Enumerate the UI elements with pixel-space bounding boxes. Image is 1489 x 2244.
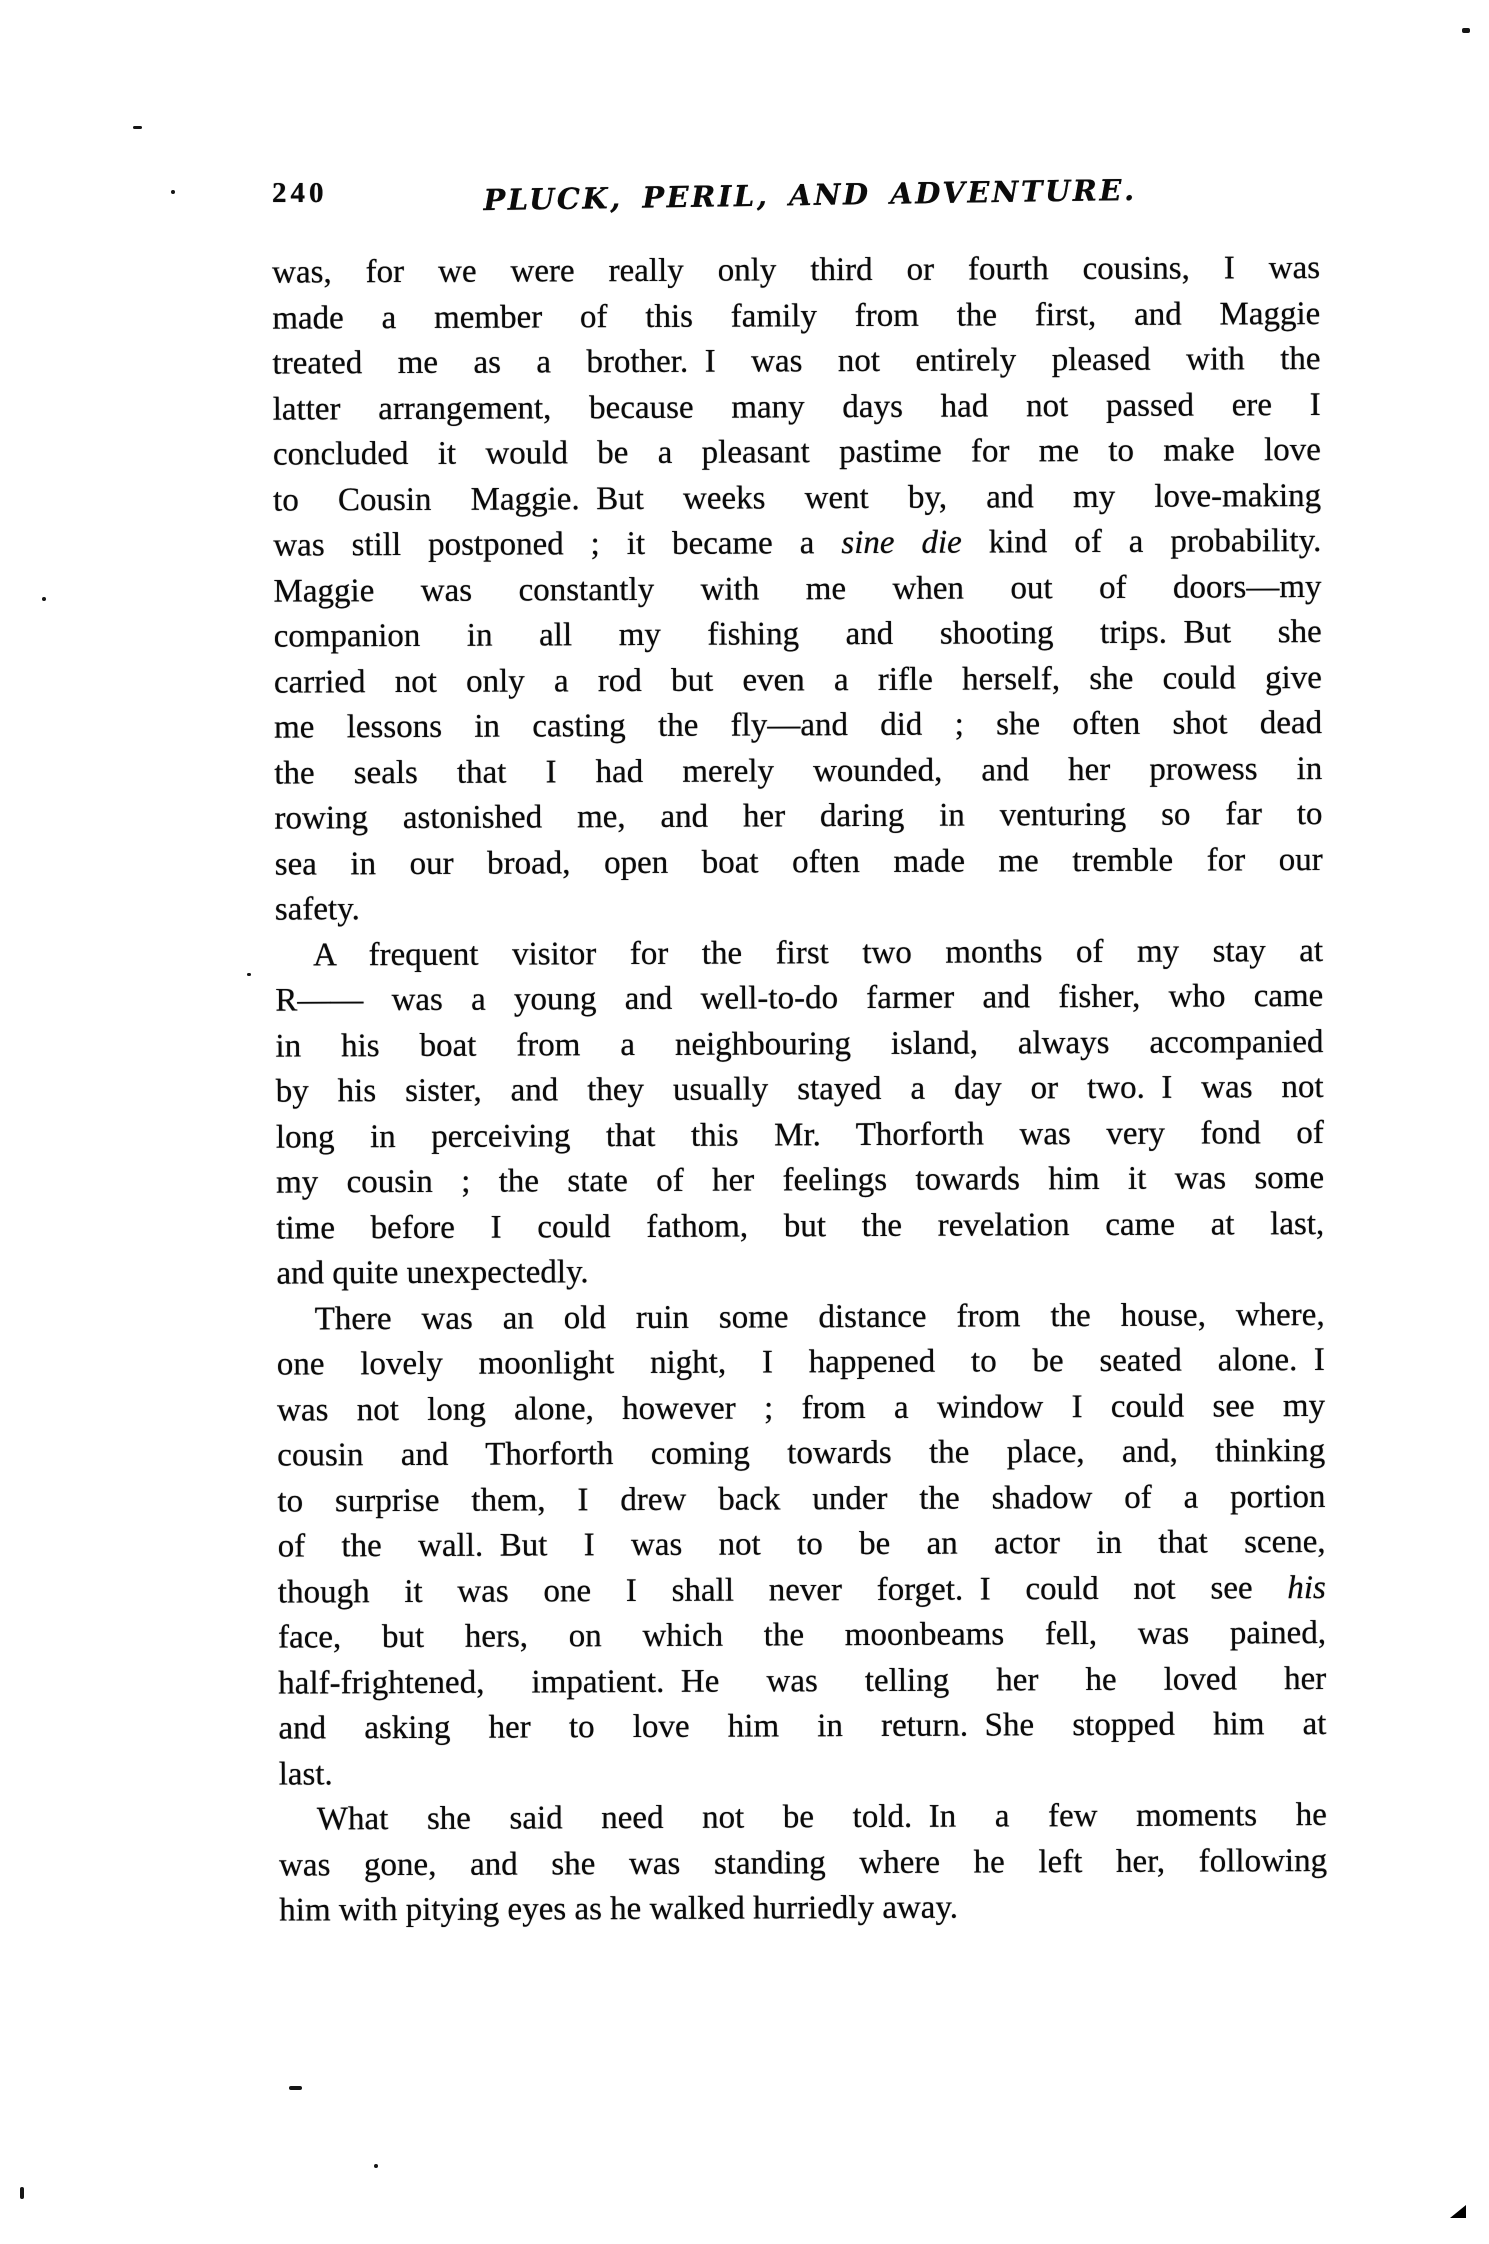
- text-line: treated me as a brother. I was not entirely pleased with the: [272, 340, 1321, 382]
- text-line: me lessons in casting the fly—and did ; she often shot dead: [274, 704, 1323, 746]
- text-line: was not long alone, however ; from a window I could see my: [276, 1387, 1326, 1429]
- text-line: last.: [278, 1755, 333, 1793]
- text-line: though it was one I shall never forget. I could not see his: [277, 1569, 1326, 1611]
- text-line: Maggie was constantly with me when out of doors—my: [273, 568, 1322, 610]
- scan-artifact-triangle: [1450, 2205, 1466, 2218]
- text-line: by his sister, and they usually stayed a day or two. I was not: [275, 1068, 1324, 1110]
- text-line: face, but hers, on which the moonbeams fell, was pained,: [277, 1614, 1327, 1656]
- body-text: [272, 246, 1327, 1934]
- text-line: What she said need not be told. In a few moments he: [316, 1796, 1327, 1838]
- paragraph: [275, 928, 1325, 1297]
- paragraph: [272, 246, 1323, 933]
- text-line: carried not only a rod but even a rifle herself, she could give: [273, 659, 1322, 701]
- text-line: was gone, and she was standing where he left her, following: [278, 1842, 1328, 1884]
- text-line: him with pitying eyes as he walked hurriedly away.: [279, 1889, 959, 1929]
- text-line: made a member of this family from the first, and Maggie: [272, 295, 1321, 337]
- text-line: my cousin ; the state of her feelings towards him it was some: [275, 1159, 1325, 1201]
- text-line: to Cousin Maggie. But weeks went by, and my love-making: [273, 477, 1322, 519]
- scan-speck: [1462, 28, 1470, 33]
- scan-speck: [133, 126, 142, 129]
- text-line: one lovely moonlight night, I happened to be seated alone. I: [276, 1341, 1325, 1383]
- text-line: of the wall. But I was not to be an actor in that scene,: [277, 1523, 1326, 1565]
- text-line: the seals that I had merely wounded, and her prowess in: [274, 750, 1323, 792]
- text-line: was, for we were really only third or fourth cousins, I was: [272, 249, 1321, 291]
- text-line: cousin and Thorforth coming towards the place, and, thinking: [277, 1432, 1326, 1474]
- text-line: sea in our broad, open boat often made me tremble for our: [274, 841, 1323, 883]
- text-line: half-frightened, impatient. He was telling her he loved her: [278, 1660, 1327, 1702]
- page-header: [272, 166, 1320, 218]
- scan-speck: [20, 2187, 24, 2199]
- text-line: time before I could fathom, but the revelation came at last,: [276, 1205, 1325, 1247]
- text-line: in his boat from a neighbouring island, always accompanied: [275, 1023, 1324, 1065]
- scan-speck: [374, 2164, 378, 2168]
- text-line: and quite unexpectedly.: [276, 1254, 589, 1292]
- page-number: 240: [272, 177, 328, 209]
- paragraph: [277, 1292, 1327, 1797]
- italic-text: his: [1287, 1569, 1326, 1606]
- text-line: There was an old ruin some distance from the house, where,: [314, 1296, 1325, 1337]
- scan-speck: [42, 597, 46, 601]
- text-line: rowing astonished me, and her daring in venturing so far to: [274, 795, 1323, 837]
- text-line: R—— was a young and well-to-do farmer and fisher, who came: [275, 977, 1324, 1019]
- scan-speck: [171, 190, 175, 194]
- text-line: to surprise them, I drew back under the shadow of a portion: [277, 1478, 1326, 1520]
- paragraph: [279, 1793, 1328, 1934]
- text-line: companion in all my fishing and shooting trips. But she: [273, 613, 1322, 655]
- italic-text: sine die: [841, 524, 962, 562]
- scan-speck: [247, 973, 251, 976]
- text-line: latter arrangement, because many days had not passed ere I: [272, 386, 1321, 428]
- text-line: long in perceiving that this Mr. Thorforth was very fond of: [275, 1114, 1324, 1156]
- text-line: and asking her to love him in return. She stopped him at: [278, 1705, 1327, 1747]
- text-line: concluded it would be a pleasant pastime for me to make love: [272, 431, 1321, 473]
- text-line: was still postponed ; it became a sine die kind of a probability.: [273, 522, 1322, 564]
- text-line: safety.: [274, 891, 360, 928]
- text-line: A frequent visitor for the first two months of my stay at: [313, 932, 1324, 973]
- running-title: PLUCK, PERIL, AND ADVENTURE.: [483, 172, 1137, 218]
- scan-speck: [289, 2086, 302, 2090]
